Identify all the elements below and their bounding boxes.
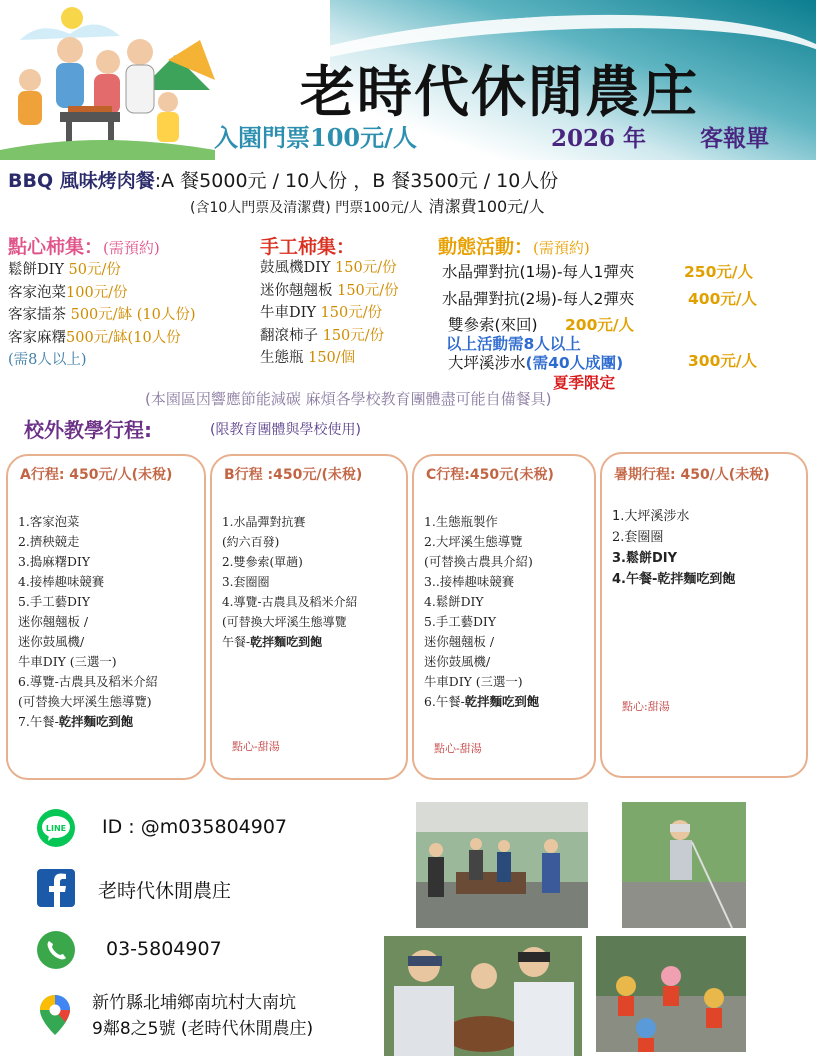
activity-river-price: 300元/人 bbox=[688, 352, 758, 370]
phone-icon[interactable] bbox=[36, 930, 76, 970]
list-item: (可替換大坪溪生態導覽 bbox=[222, 615, 347, 629]
list-item: 2.大坪溪生態導覽 bbox=[424, 534, 523, 549]
address bbox=[92, 990, 313, 1042]
list-item: 午餐-乾拌麵吃到飽 bbox=[222, 635, 323, 649]
snacks-footnote: (需8人以上) bbox=[8, 352, 87, 368]
photo-river-wading bbox=[596, 936, 746, 1052]
activity-crystal-1: 水晶彈對抗(1場)-每人1彈夾 bbox=[442, 263, 635, 281]
line-app-icon[interactable] bbox=[36, 808, 76, 848]
list-item: 3.套圈圈 bbox=[222, 575, 270, 589]
activity-rope: 雙參索(來回) bbox=[448, 316, 538, 334]
photo-zipline bbox=[622, 802, 746, 928]
route-a-title: A行程: 450元/人(未稅) bbox=[20, 467, 173, 483]
list-item: 2.套圈圈 bbox=[612, 530, 664, 545]
list-item: 4.導覽-古農具及稻米介紹 bbox=[222, 595, 358, 609]
activities-reserve-note: (需預約) bbox=[533, 239, 590, 257]
activity-river bbox=[448, 351, 623, 373]
list-item: 5.手工藝DIY bbox=[424, 614, 497, 629]
route-b-snack: 點心-甜湯 bbox=[232, 740, 280, 753]
route-summer-title: 暑期行程: 450/人(未稅) bbox=[614, 467, 770, 483]
list-item: 4.鬆餅DIY bbox=[424, 594, 484, 609]
list-item: 牛車DIY (三選一) bbox=[18, 654, 117, 669]
route-summer-items bbox=[612, 506, 735, 590]
route-card-a bbox=[6, 454, 206, 780]
activities-title: 動態活動： bbox=[438, 236, 534, 258]
list-item: (可替換大坪溪生態導覽) bbox=[18, 694, 152, 709]
route-card-c bbox=[412, 454, 596, 780]
route-summer-snack: 點心:甜湯 bbox=[622, 700, 670, 713]
list-item: 4.接棒趣味競賽 bbox=[18, 574, 105, 589]
list-item: 7.午餐-乾拌麵吃到飽 bbox=[18, 714, 134, 729]
list-item: 迷你翹翹板 / bbox=[18, 614, 89, 629]
activity-min-note: 以上活動需8人以上 bbox=[446, 335, 581, 353]
crafts-heading: 手工柿集： bbox=[260, 236, 356, 258]
summer-only-note: 夏季限定 bbox=[553, 374, 616, 392]
activity-river-name: 大坪溪涉水 bbox=[448, 354, 526, 372]
page-title: 老時代休閒農庄 bbox=[300, 59, 700, 124]
list-item: 生態瓶 150/個 bbox=[260, 350, 356, 366]
quote-year: 2026 年 bbox=[551, 125, 647, 152]
list-item: 鼓風機DIY 150元/份 bbox=[260, 260, 397, 276]
list-item: 客家擂茶 500元/缽 (10人份) bbox=[8, 307, 196, 323]
bbq-label: BBQ 風味烤肉餐 bbox=[8, 170, 155, 192]
activity-crystal-2: 水晶彈對抗(2場)-每人2彈夾 bbox=[442, 290, 635, 308]
list-item: 翻滾柿子 150元/份 bbox=[260, 327, 385, 344]
quote-label: 客報單 bbox=[700, 125, 769, 152]
address-line-2: 9鄰8之5號 (老時代休閒農庄) bbox=[92, 1019, 314, 1039]
list-item: 3.鬆餅DIY bbox=[612, 551, 678, 566]
list-item: 6.導覽-古農具及稻米介紹 bbox=[18, 674, 158, 689]
bbq-cleaning-fee: 清潔費100元/人 bbox=[428, 197, 545, 216]
route-c-title: C行程:450元(未稅) bbox=[426, 467, 554, 483]
list-item: 3..接棒趣味競賽 bbox=[424, 574, 515, 589]
list-item: 牛車DIY (三選一) bbox=[424, 674, 523, 689]
map-pin-icon[interactable] bbox=[38, 994, 72, 1036]
list-item: 客家麻糬500元/缽(10人份 bbox=[8, 329, 181, 346]
route-b-items bbox=[222, 512, 358, 652]
route-card-b bbox=[210, 454, 408, 780]
list-item: (約六百發) bbox=[222, 535, 280, 549]
bbq-inclusion: (含10人門票及清潔費) 門票100元/人 bbox=[190, 200, 423, 216]
tours-heading: 校外教學行程: bbox=[24, 418, 152, 442]
route-c-snack: 點心-甜湯 bbox=[434, 742, 482, 755]
route-card-summer bbox=[600, 452, 808, 778]
activities-heading bbox=[438, 232, 590, 259]
eco-notice: (本園區因響應節能減碳 麻煩各學校教育團體盡可能自備餐具) bbox=[145, 390, 552, 408]
photo-group-farm bbox=[416, 802, 588, 928]
list-item: 3.搗麻糬DIY bbox=[18, 554, 91, 569]
snacks-heading bbox=[8, 232, 160, 259]
line-id[interactable]: ID : @m035804907 bbox=[102, 816, 288, 838]
bbq-prices: :A 餐5000元 / 10人份 ，B 餐3500元 / 10人份 bbox=[154, 170, 559, 192]
snacks-title: 點心柿集： bbox=[8, 236, 104, 258]
activity-crystal-2-price: 400元/人 bbox=[688, 290, 758, 308]
family-bbq-illustration bbox=[0, 0, 215, 160]
facebook-name[interactable]: 老時代休閒農庄 bbox=[98, 880, 232, 902]
crafts-list bbox=[260, 257, 399, 370]
list-item: 1.大坪溪涉水 bbox=[612, 509, 690, 524]
svg-text:LINE: LINE bbox=[45, 824, 67, 833]
list-item: 2.雙參索(單趟) bbox=[222, 555, 303, 569]
activity-rope-price: 200元/人 bbox=[565, 316, 635, 334]
list-item: 6.午餐-乾拌麵吃到飽 bbox=[424, 694, 540, 709]
list-item: 迷你鼓風機/ bbox=[424, 654, 491, 669]
list-item: 2.擠秧競走 bbox=[18, 534, 80, 549]
tours-subtitle: (限教育團體與學校使用) bbox=[210, 422, 361, 438]
route-a-items bbox=[18, 512, 158, 732]
list-item: 5.手工藝DIY bbox=[18, 594, 91, 609]
snacks-list bbox=[8, 259, 196, 372]
bbq-line bbox=[8, 166, 558, 193]
route-c-items bbox=[424, 512, 539, 712]
list-item: 迷你翹翹板 / bbox=[424, 634, 495, 649]
snacks-reserve-note: (需預約) bbox=[103, 239, 160, 257]
list-item: 迷你翹翹板 150元/份 bbox=[260, 282, 399, 299]
list-item: 鬆餅DIY 50元/份 bbox=[8, 262, 121, 278]
phone-number[interactable]: 03-5804907 bbox=[106, 938, 222, 960]
list-item: 1.生態瓶製作 bbox=[424, 514, 498, 529]
activity-crystal-1-price: 250元/人 bbox=[684, 263, 754, 281]
entry-ticket-price: 入園門票100元/人 bbox=[214, 123, 417, 152]
list-item: 客家泡菜100元/份 bbox=[8, 284, 128, 301]
activity-river-condition: (需40人成團) bbox=[525, 354, 624, 372]
list-item: 4.午餐-乾拌麵吃到飽 bbox=[612, 572, 736, 587]
list-item: (可替換古農具介紹) bbox=[424, 554, 533, 569]
facebook-icon[interactable] bbox=[36, 868, 76, 908]
list-item: 1.水晶彈對抗賽 bbox=[222, 515, 306, 529]
list-item: 迷你鼓風機/ bbox=[18, 634, 85, 649]
list-item: 牛車DIY 150元/份 bbox=[260, 305, 383, 321]
address-line-1: 新竹縣北埔鄉南坑村大南坑 bbox=[92, 993, 296, 1013]
list-item: 1.客家泡菜 bbox=[18, 514, 80, 529]
route-b-title: B行程 :450元/(未稅) bbox=[224, 467, 363, 483]
photo-kids-mochi bbox=[384, 936, 582, 1056]
bbq-note bbox=[190, 194, 545, 217]
